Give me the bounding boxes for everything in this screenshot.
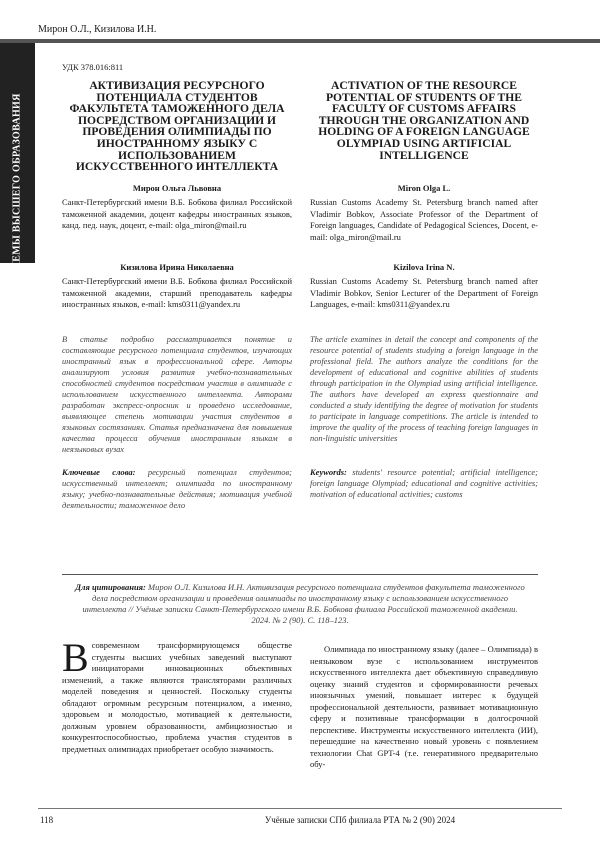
section-sidebar-label: ПРОБЛЕМЫ ВЫСШЕГО ОБРАЗОВАНИЯ xyxy=(11,93,23,299)
keywords-en-label: Keywords: xyxy=(310,467,347,477)
citation xyxy=(72,582,528,626)
keywords-ru xyxy=(62,467,292,511)
keywords-ru-label: Ключевые слова: xyxy=(62,467,136,477)
body-column-1 xyxy=(62,635,292,755)
body-column-2: Олимпиада по иностранному языку (далее – Олимпиада) в неязыковом вузе с использованием инструментов искусственного интеллекта дает объективную справедливую оценку знаний студентов и сформированности речевых иноязычных умений, повышает интерес к будущей профессиональной деятельности, развивает мотивационную сферу и позитивные трансформации в долгосрочной перспективе. Инструменты искусственного интеллекта (ИИ), перешедшие на качественно новый уровень с появлением технологии Chat GPT-4 (т.е. генеративного предварительно обу- xyxy=(310,644,538,769)
affiliation1-ru: Санкт-Петербургский имени В.Б. Бобкова филиал Российской таможенной академии, доцент кафедры иностранных языков, канд. пед. наук, доцент, e-mail: olga_miron@mail.ru xyxy=(62,197,292,230)
affiliation1-en: Russian Customs Academy St. Petersburg branch named after Vladimir Bobkov, Associate Professor of the Department of Foreign languages, Candidate of Pedagogical Sciences, Docent, e-mail: olga_miron@mail.ru xyxy=(310,197,538,242)
body-col1-text: современном трансформирующемся обществе студенты высших учебных заведений выступают инициаторами инновационных объективных изменений, а также являются трансляторами различных моделей поведения и ценностей. Поскольку студенты обладают огромным ресурсным потенциалом, а именно, здоровьем и молодостью, мотивацией к деятельности, должным уровнем образованности, амбициозностью и конкурентоспособностью, проблема участия студентов в предметных олимпиадах приобретает особую значимость. xyxy=(62,640,292,754)
header-rule xyxy=(0,39,600,43)
author1-ru: Мирон Ольга Львовна xyxy=(132,183,222,193)
running-header-authors: Мирон О.Л., Кизилова И.Н. xyxy=(38,24,157,35)
drop-cap: В xyxy=(62,635,89,680)
abstract-en: The article examines in detail the concept and components of the resource potential of students studying a foreign language in the professional field. The authors analyze the conditions for the development of educational and cognitive abilities of students through participation in the Olympiad using artificial intelligence. The authors have developed an express questionnaire and conducted a study identifying the degree of motivation for students to participate in language competitions. The article is intended to improve the quality of the process of teaching foreign languages in non-linguistic universities xyxy=(310,335,538,443)
author1-en: Miron Olga L. xyxy=(397,183,451,193)
keywords-en-text: students' resource potential; artificial intelligence; foreign language Olympiad; educational and cognitive activities; motivation of educational activities; customs xyxy=(310,467,538,499)
citation-text: Мирон О.Л. Кизилова И.Н. Активизация ресурсного потенциала студентов факультета таможенного дела посредством организации и проведения олимпиады по иностранному языку с использованием искусственного интеллекта // Учёные записки Санкт-Петербургского имени В.Б. Бобкова филиала Российской таможенной академии. 2024. № 2 (90). С. 118–123. xyxy=(82,582,525,625)
abstract-ru: В статье подробно рассматривается понятие и составляющие ресурсного потенциала студентов, изучающих иностранный язык в профессиональной сфере. Авторы анализируют условия развития учебно-познавательных способностей студентов посредством участия в олимпиаде с использованием искусственного интеллекта. Авторами разработан экспресс-опросник и проведено исследование, выявляющее степень мотивации участия студентов в языковых состязаниях. Статья предназначена для повышения качества процесса обучения иностранным языкам в неязыковых вузах xyxy=(62,335,292,454)
footer-rule xyxy=(38,808,562,809)
udk-code: УДК 378.016:811 xyxy=(62,62,124,72)
affiliation2-ru: Санкт-Петербургский имени В.Б. Бобкова филиал Российской таможенной академии, старший преподаватель кафедры иностранных языков, e-mail: kms0311@yandex.ru xyxy=(62,276,292,309)
keywords-en xyxy=(310,467,538,500)
citation-label: Для цитирования: xyxy=(75,582,146,592)
author2-ru: Кизилова Ирина Николаевна xyxy=(120,262,234,272)
title-ru: АКТИВИЗАЦИЯ РЕСУРСНОГО ПОТЕНЦИАЛА СТУДЕНТОВ ФАКУЛЬТЕТА ТАМОЖЕННОГО ДЕЛА ПОСРЕДСТВОМ ОРГАНИЗАЦИИ И ПРОВЕДЕНИЯ ОЛИМПИАДЫ ПО ИНОСТРАННОМУ ЯЗЫКУ С ИСПОЛЬЗОВАНИЕМ ИСКУССТВЕННОГО ИНТЕЛЛЕКТА xyxy=(69,79,285,174)
journal-footer: Учёные записки СПб филиала РТА № 2 (90) 2024 xyxy=(264,815,456,825)
affiliation2-en: Russian Customs Academy St. Petersburg branch named after Vladimir Bobkov, Senior Lecturer of the Department of Foreign Languages, e-mail: kms0311@yandex.ru xyxy=(310,276,538,309)
page-number: 118 xyxy=(40,815,54,825)
section-sidebar xyxy=(0,43,35,299)
citation-separator xyxy=(62,574,538,575)
keywords-ru-text: ресурсный потенциал студентов; искусственный интеллект; олимпиада по иностранному языку; учебно-познавательные действия; мотивация учебной деятельности; таможенное дело xyxy=(62,467,292,510)
title-en: ACTIVATION OF THE RESOURCE POTENTIAL OF STUDENTS OF THE FACULTY OF CUSTOMS AFFAIRS THROUGH THE ORGANIZATION AND HOLDING OF A FOREIGN LANGUAGE OLYMPIAD USING ARTIFICIAL INTELLIGENCE xyxy=(318,79,530,162)
author2-en: Kizilova Irina N. xyxy=(393,262,455,272)
